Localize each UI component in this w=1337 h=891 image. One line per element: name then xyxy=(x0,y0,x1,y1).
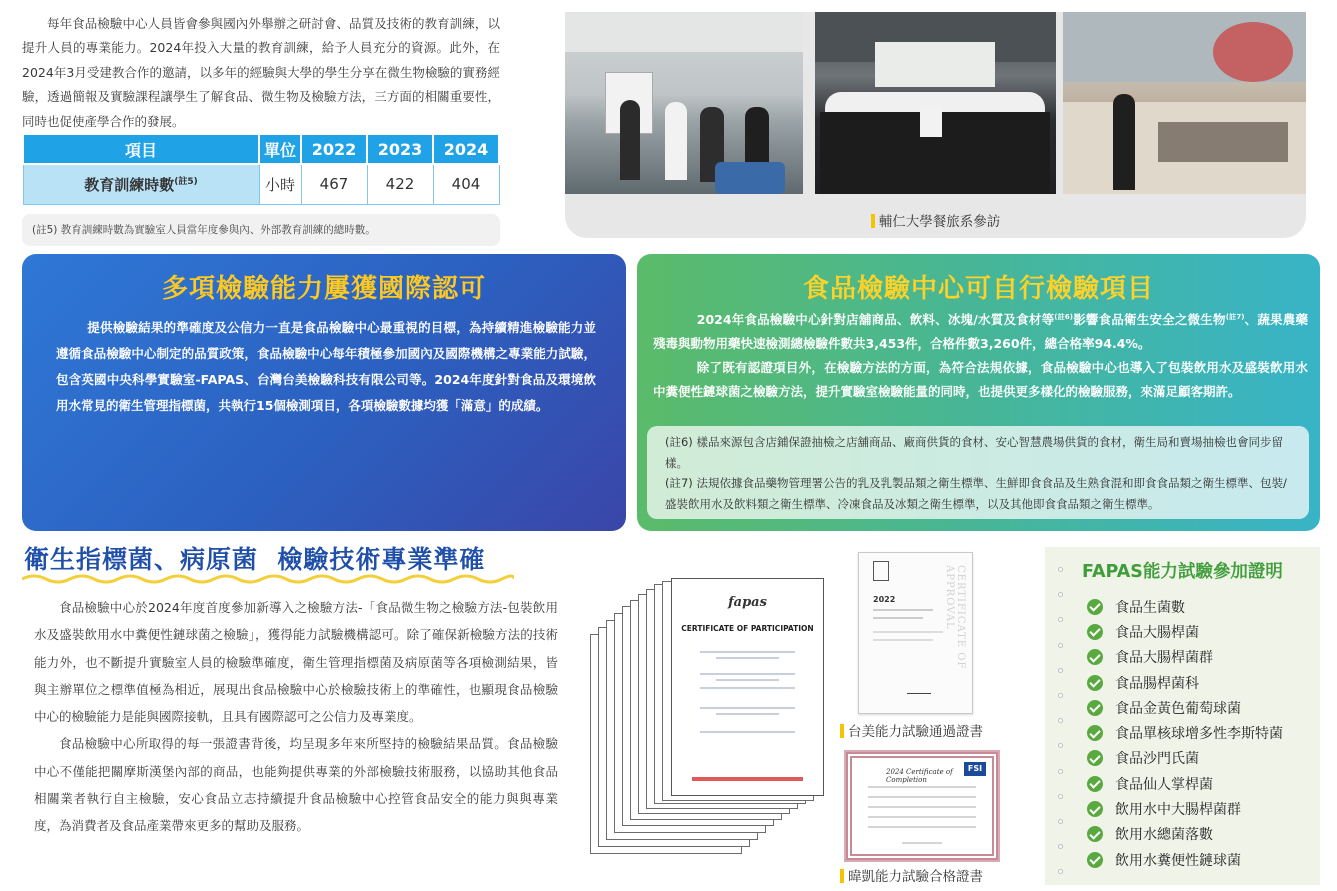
check-icon xyxy=(1087,852,1103,868)
check-icon xyxy=(1087,776,1103,792)
cert-text-line xyxy=(868,826,976,828)
header-2022: 2022 xyxy=(301,134,367,164)
check-icon xyxy=(1087,700,1103,716)
footnote-5: (註5) 教育訓練時數為實驗室人員當年度參與內、外部教育訓練的總時數。 xyxy=(22,214,500,246)
fsi-cert-caption-text: 暐凱能力試驗合格證書 xyxy=(848,869,983,885)
list-item xyxy=(1087,695,1283,720)
list-item-label: 食品生菌數 xyxy=(1115,599,1185,616)
taiwan-certificate xyxy=(858,552,973,714)
green-paragraph-2: 除了既有認證項目外，在檢驗方法的方面，為符合法規依據，食品檢驗中心也導入了包裝飲用水及盛裝飲用水中糞便性鏈球菌之檢驗方法，提升實驗室檢驗能量的同時，也提供更多樣化的檢驗服務，來滿足顧客期許。 xyxy=(653,360,1308,399)
section-paragraph-2: 食品檢驗中心所取得的每一張證書背後，均呈現多年來所堅持的檢驗結果品質。食品檢驗中心不僅能把關摩斯漢堡內部的商品，也能夠提供專業的外部檢驗技術服務，以協助其他食品相關業者執行自主檢驗，安心食品立志持續提升食品檢驗中心控管食品安全的能力與與專業度，為消費者及食品產業帶來更多的幫助及服務。 xyxy=(34,736,558,834)
cert-text-line xyxy=(873,639,933,641)
footnote-7: (註7) 法規依據食品藥物管理署公告的乳及乳製品類之衛生標準、生鮮即食食品及生熟食混和即食食品類之衛生標準、包裝/盛裝飲用水及飲料類之衛生標準、冷凍食品及冰類之衛生標準，以及其他即食食品類之衛生標準。 xyxy=(665,476,1287,511)
list-item-label: 食品沙門氏菌 xyxy=(1115,751,1199,768)
check-icon xyxy=(1087,750,1103,766)
taiwan-cert-logo xyxy=(873,561,889,581)
cert-text-line xyxy=(716,657,779,659)
table-header-row xyxy=(23,134,499,164)
cert-text-line xyxy=(700,651,795,653)
cert-text-line xyxy=(873,631,943,633)
cert-text-line xyxy=(873,609,933,611)
check-icon xyxy=(1087,725,1103,741)
green-panel-text xyxy=(653,306,1308,404)
cert-text-line xyxy=(700,687,795,689)
table-row xyxy=(23,164,499,204)
row-label-text: 教育訓練時數 xyxy=(84,175,175,194)
fapas-cert-title: CERTIFICATE OF PARTICIPATION xyxy=(681,624,814,633)
section-title: 衛生指標菌、病原菌 檢驗技術專業準確 xyxy=(24,545,486,574)
check-icon xyxy=(1087,801,1103,817)
check-icon xyxy=(1087,649,1103,665)
group-photo xyxy=(815,12,1056,194)
list-item xyxy=(1087,594,1283,619)
green-paragraph-1 xyxy=(653,306,1308,355)
caption-marker xyxy=(840,869,844,883)
list-item xyxy=(1087,670,1283,695)
check-icon xyxy=(1087,624,1103,640)
footnote-6: (註6) 樣品來源包含店鋪保證抽檢之店舖商品、廠商供貨的食材、安心智慧農場供貨的食材，衛生局和賣場抽檢也會同步留樣。 xyxy=(665,435,1283,470)
header-unit: 單位 xyxy=(259,134,301,164)
green-p1-a: 2024年食品檢驗中心針對店舖商品、飲料、冰塊/水質及食材等 xyxy=(696,312,1055,328)
row-label xyxy=(23,164,259,204)
fsi-badge: FSI xyxy=(964,762,986,776)
cert-text-line xyxy=(868,796,976,798)
notebook-dots xyxy=(1058,567,1063,891)
cert-text-line xyxy=(868,806,976,808)
cert-text-line xyxy=(700,707,795,709)
green-p1-c: 、蔬果農藥殘毒與動物用藥快速檢測總檢驗件數共3,453件，合格件數3,260件，總合格率94.4%。 xyxy=(653,312,1308,351)
list-item-label: 飲用水糞便性鏈球菌 xyxy=(1115,852,1241,869)
check-icon xyxy=(1087,599,1103,615)
photo-caption xyxy=(565,210,1306,230)
green-panel-title: 食品檢驗中心可自行檢驗項目 xyxy=(802,274,1154,304)
list-item xyxy=(1087,720,1283,745)
header-2023: 2023 xyxy=(367,134,433,164)
header-2024: 2024 xyxy=(433,134,499,164)
taiwan-cert-caption-text: 台美能力試驗通過證書 xyxy=(848,724,983,740)
row-label-note: (註5) xyxy=(174,176,198,187)
list-item xyxy=(1087,847,1283,872)
fsi-certificate xyxy=(846,752,998,860)
international-recognition-panel xyxy=(22,254,626,531)
list-item xyxy=(1087,619,1283,644)
list-item-label: 食品腸桿菌科 xyxy=(1115,675,1199,692)
cert-red-footer xyxy=(692,777,803,781)
value-2022: 467 xyxy=(301,164,367,204)
fapas-certificate xyxy=(671,578,824,796)
list-item xyxy=(1087,771,1283,796)
intro-paragraph: 每年食品檢驗中心人員皆會參與國內外舉辦之研討會、品質及技術的教育訓練，以提升人員的專業能力。2024年投入大量的教育訓練，給予人員充分的資源。此外，在2024年3月受建教合作的邀請，以多年的經驗與大學的學生分享在微生物檢驗的實務經驗，透過簡報及實驗課程讓學生了解食品、微生物及檢驗方法，三方面的相關重要性，同時也促使產學合作的發展。 xyxy=(22,16,500,129)
photo-panel xyxy=(565,12,1306,238)
cert-text-line xyxy=(716,679,779,681)
fsi-cert-caption xyxy=(840,865,983,885)
list-item-label: 食品金黃色葡萄球菌 xyxy=(1115,700,1241,717)
list-item xyxy=(1087,645,1283,670)
taiwan-cert-caption xyxy=(840,720,983,740)
value-2023: 422 xyxy=(367,164,433,204)
cert-text-line xyxy=(873,617,923,619)
unit-cell: 小時 xyxy=(259,164,301,204)
value-2024: 404 xyxy=(433,164,499,204)
caption-marker xyxy=(840,724,844,738)
wave-underline xyxy=(22,572,514,586)
fapas-proficiency-list xyxy=(1045,547,1320,885)
self-test-items-panel xyxy=(637,254,1320,531)
cert-text-line xyxy=(868,816,976,818)
cert-text-line xyxy=(700,731,795,733)
list-item-label: 食品單核球增多性李斯特菌 xyxy=(1115,726,1283,743)
section-paragraph-1: 食品檢驗中心於2024年度首度參加新導入之檢驗方法-「食品微生物之檢驗方法-包裝飲用水及盛裝飲用水中糞便性鏈球菌之檢驗」，獲得能力試驗機構認可。除了確保新檢驗方法的技術能力外，也不斷提升實驗室人員的檢驗準確度，衛生管理指標菌及病原菌等各項檢測結果，皆與主辦單位之標準值極為相近，展現出食品檢驗中心於檢驗技術上的準確性，也顯現食品檢驗中心的檢驗能力是能與國際接軌，且具有國際認可之公信力及專業度。 xyxy=(34,600,558,725)
note-7-ref: (註7) xyxy=(1225,313,1245,321)
list-item-label: 食品仙人掌桿菌 xyxy=(1115,776,1213,793)
cert-text-line xyxy=(902,842,942,844)
check-icon xyxy=(1087,675,1103,691)
signature-line xyxy=(907,686,931,694)
fapas-logo: fapas xyxy=(728,595,767,610)
list-item-label: 食品大腸桿菌 xyxy=(1115,624,1199,641)
list-item-label: 飲用水總菌落數 xyxy=(1115,827,1213,844)
fapas-list-title: FAPAS能力試驗參加證明 xyxy=(1082,562,1283,582)
header-item: 項目 xyxy=(23,134,259,164)
photo-caption-text: 輔仁大學餐旅系參訪 xyxy=(878,214,1001,230)
training-hours-table xyxy=(22,133,500,205)
classroom-photo xyxy=(565,12,803,194)
list-item xyxy=(1087,746,1283,771)
list-item xyxy=(1087,822,1283,847)
list-item-label: 食品大腸桿菌群 xyxy=(1115,650,1213,667)
fapas-certificate-stack xyxy=(590,578,830,813)
blue-panel-text: 提供檢驗結果的準確度及公信力一直是食品檢驗中心最重視的目標，為持續精進檢驗能力並遵循食品檢驗中心制定的品質政策，食品檢驗中心每年積極參加國內及國際機構之專業能力試驗，包含英國中央科學實驗室-FAPAS、台灣台美檢驗科技有限公司等。2024年度針對食品及環境飲用水常見的衛生管理指標菌，共執行15個檢測項目，各項檢驗數據均獲「滿意」的成績。 xyxy=(56,320,596,413)
green-footnotes xyxy=(647,426,1309,519)
note-6-ref: (註6) xyxy=(1054,313,1073,321)
fapas-items xyxy=(1087,594,1283,872)
lecture-photo xyxy=(1063,12,1306,194)
green-p1-b: 影響食品衛生安全之微生物 xyxy=(1072,312,1226,328)
taiwan-cert-year: 2022 xyxy=(873,595,896,604)
approval-watermark: CERTIFICATE OF APPROVAL xyxy=(944,565,966,670)
caption-marker xyxy=(871,214,875,228)
blue-panel-title: 多項檢驗能力屢獲國際認可 xyxy=(161,274,486,304)
fsi-cert-header: 2024 Certificate of Completion xyxy=(886,768,953,784)
section-body xyxy=(34,594,558,840)
list-item-label: 飲用水中大腸桿菌群 xyxy=(1115,802,1241,819)
check-icon xyxy=(1087,826,1103,842)
cert-text-line xyxy=(700,673,795,675)
list-item xyxy=(1087,796,1283,821)
cert-text-line xyxy=(868,786,976,788)
cert-text-line xyxy=(716,713,779,715)
